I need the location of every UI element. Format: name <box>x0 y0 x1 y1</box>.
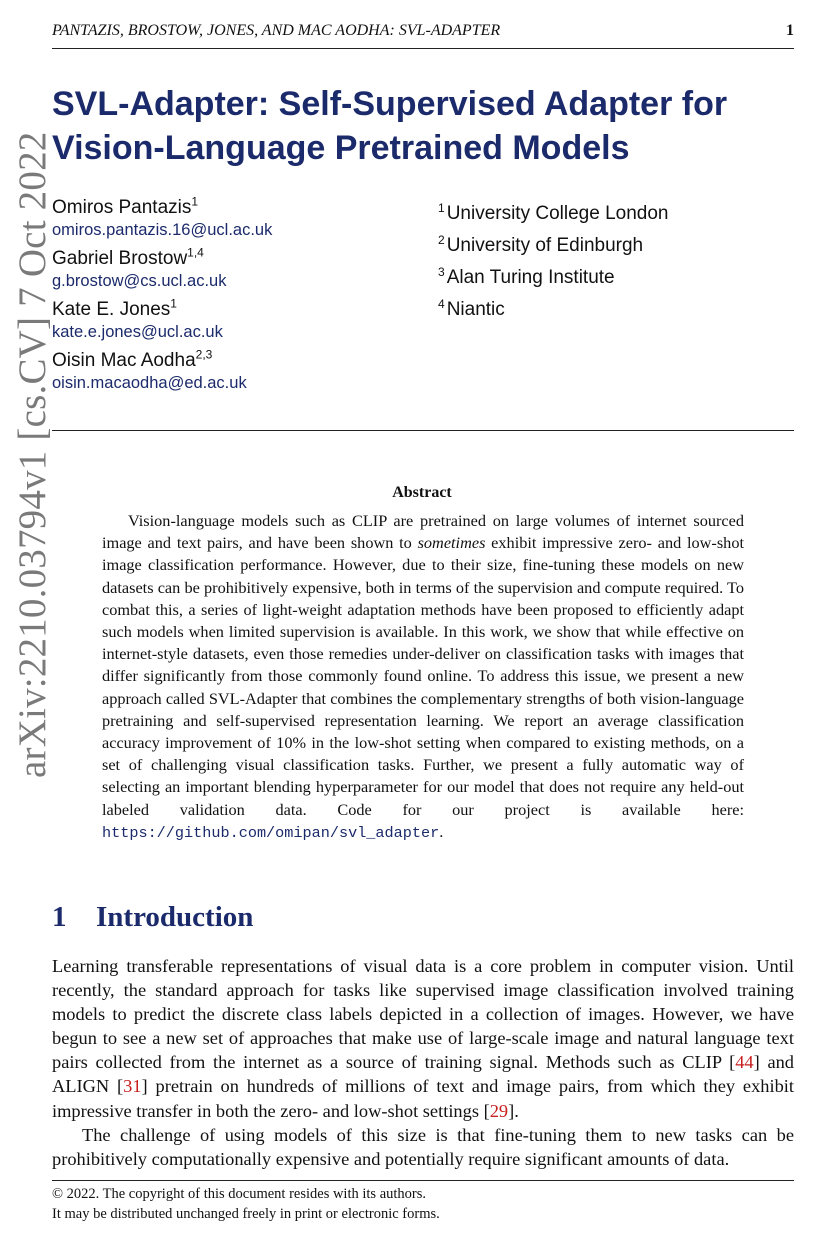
running-title: PANTAZIS, BROSTOW, JONES, AND MAC AODHA: SVL-ADAPTER <box>52 22 501 39</box>
page-number: 1 <box>786 22 794 39</box>
running-header <box>52 20 794 42</box>
author-affil-sup: 1 <box>170 296 177 311</box>
affiliation-item: $^2$ University of Edinburgh <box>438 232 644 256</box>
title-block-rule <box>52 430 794 431</box>
paragraph: Learning transferable representations of visual data is a core problem in computer vision. Until recently, the standard approach for tasks like supervised image classification involved training models to predict the discrete class labels depicted in a collection of images. However, we have begun to see a new set of approaches that make use of large-scale image and natural language text pairs collected from the internet as a source of training signal. Methods such as CLIP [44] and ALIGN [31] pretrain on hundreds of millions of text and image pairs, from which they exhibit impressive transfer in both the zero- and low-shot settings [29]. <box>52 956 795 1121</box>
arxiv-stamp: arXiv:2210.03794v1 [cs.CV] 7 Oct 2022 <box>11 131 54 778</box>
paragraph: The challenge of using models of this size is that fine-tuning them to new tasks can be prohibitively computationally expensive and potentially require significant amounts of data. <box>52 1124 794 1169</box>
author-email[interactable]: g.brostow@cs.ucl.ac.uk <box>52 272 227 290</box>
section-number: 1 <box>52 901 67 933</box>
footer-rule <box>52 1180 794 1181</box>
citation-link[interactable]: 29 <box>489 1100 509 1121</box>
copyright-line: © 2022. The copyright of this document resides with its authors. <box>52 1186 427 1202</box>
citation-link[interactable]: 44 <box>735 1052 754 1073</box>
author-entry <box>52 196 432 241</box>
author-entry <box>52 349 432 394</box>
abstract-body: Vision-language models such as CLIP are pretrained on large volumes of internet sourced image and text pairs, and have been shown to sometimes exhibit impressive zero- and low-shot image classification performance. However, due to their size, fine-tuning these models on new datasets can be prohibitively expensive, both in terms of the supervision and compute required. To combat this, a series of light-weight adaptation methods have been proposed to efficiently adapt such models when limited supervision is available. In this work, we show that while effective on internet-style datasets, even those remedies under-deliver on classification tasks with images that differ significantly from those commonly found online. To address this issue, we present a new approach called SVL-Adapter that combines the complementary strengths of both vision-language pretraining and self-supervised representation learning. We report an average classification accuracy improvement of 10% in the low-shot setting when compared to existing methods, on a set of challenging visual classification tasks. Further, we present a fully automatic way of selecting an important blending hyperparameter for our model that does not require any held-out labeled validation data. Code for our project is available here: https://github.com/omipan/svl_adapter. <box>102 511 744 842</box>
code-link[interactable]: https://github.com/omipan/svl_adapter <box>102 823 440 842</box>
affiliation-list <box>438 198 798 326</box>
section-heading <box>52 898 794 936</box>
author-email[interactable]: oisin.macaodha@ed.ac.uk <box>52 374 247 392</box>
affiliation-item: $^3$ Alan Turing Institute <box>438 264 615 288</box>
author-entry <box>52 247 432 292</box>
copyright-footer <box>52 1184 794 1224</box>
author-name: Omiros Pantazis <box>52 197 192 218</box>
citation-link[interactable]: 31 <box>123 1076 142 1097</box>
paper-title <box>52 82 812 170</box>
affiliation-item: $^4$ Niantic <box>438 296 505 320</box>
abstract-heading: Abstract <box>392 484 452 501</box>
author-email[interactable]: kate.e.jones@ucl.ac.uk <box>52 323 223 341</box>
affiliation-item: $^1$ University College London <box>438 200 669 224</box>
title-line-1: SVL-Adapter: Self-Supervised Adapter for <box>52 85 728 123</box>
author-email[interactable]: omiros.pantazis.16@ucl.ac.uk <box>52 221 273 239</box>
author-name: Kate E. Jones <box>52 299 171 320</box>
author-affil-sup: 1,4 <box>187 245 204 260</box>
author-list <box>52 196 432 400</box>
author-name: Gabriel Brostow <box>52 248 188 269</box>
author-affil-sup: 1 <box>191 194 199 209</box>
author-affil-sup: 2,3 <box>195 347 213 362</box>
header-rule <box>52 48 794 49</box>
section-title: Introduction <box>96 901 254 933</box>
introduction-body <box>52 954 794 1171</box>
title-line-2: Vision-Language Pretrained Models <box>52 129 630 167</box>
author-entry <box>52 298 432 343</box>
author-name: Oisin Mac Aodha <box>52 350 196 371</box>
distribution-line: It may be distributed unchanged freely in print or electronic forms. <box>52 1206 440 1222</box>
abstract-emphasis: sometimes <box>417 533 486 553</box>
